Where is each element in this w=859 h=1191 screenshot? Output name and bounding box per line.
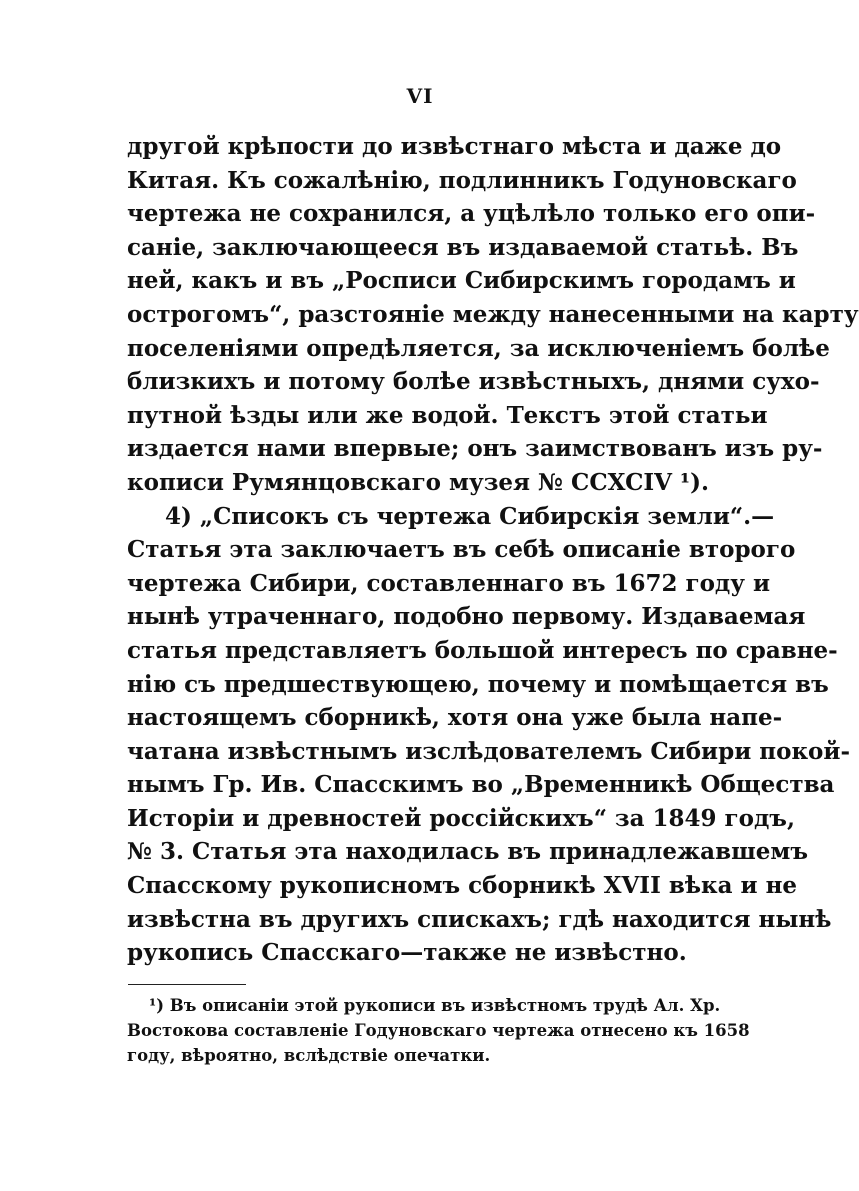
text-line: близкихъ и потому болѣе извѣстныхъ, днями сухо- [127, 368, 820, 396]
text-line: настоящемъ сборникѣ, хотя она уже была напе- [127, 704, 783, 732]
text-line: нію съ предшествующею, почему и помѣщается въ [127, 670, 829, 698]
text-line: острогомъ“, разстояніе между нанесенными на карту [127, 300, 859, 328]
text-line: ней, какъ и въ „Росписи Сибирскимъ городамъ и [127, 267, 796, 295]
footnotes [127, 993, 750, 1068]
text-line: кописи Румянцовскаго музея № CCXCIV ¹). [127, 468, 709, 496]
footnote-line: Востокова составленіе Годуновскаго чертежа отнесено къ 1658 [127, 1021, 750, 1040]
text-line: рукопись Спасскаго—также не извѣстно. [127, 939, 687, 967]
text-line: Спасскому рукописномъ сборникѣ XVII вѣка и не [127, 872, 798, 900]
text-line: Статья эта заключаетъ въ себѣ описаніе второго [127, 536, 796, 564]
text-line: нымъ Гр. Ив. Спасскимъ во „Временникѣ Общества [127, 771, 835, 799]
text-line: статья представляетъ большой интересъ по сравне- [127, 636, 838, 664]
footnote-line: году, вѣроятно, вслѣдствіе опечатки. [127, 1046, 491, 1065]
text-line: поселеніями опредѣляется, за исключеніемъ болѣе [127, 334, 830, 362]
text-line: № 3. Статья эта находилась въ принадлежавшемъ [127, 838, 809, 866]
text-line: издается нами впервые; онъ заимствованъ изъ ру- [127, 435, 823, 463]
text-line: саніе, заключающееся въ издаваемой статьѣ. Въ [127, 233, 799, 261]
text-line: чатана извѣстнымъ изслѣдователемъ Сибири покой- [127, 737, 850, 765]
text-line: Китая. Къ сожалѣнію, подлинникъ Годуновскаго [127, 166, 797, 194]
footnote-divider [128, 984, 246, 985]
footnote-line: ¹) Въ описаніи этой рукописи въ извѣстномъ трудѣ Ал. Хр. [149, 996, 721, 1015]
text-line: чертежа не сохранился, а уцѣлѣло только его опи- [127, 200, 816, 228]
text-line: другой крѣпости до извѣстнаго мѣста и даже до [127, 133, 782, 160]
paragraph-start-line: 4) „Списокъ съ чертежа Сибирскія земли“.— [165, 502, 775, 530]
text-line: извѣстна въ другихъ спискахъ; гдѣ находится нынѣ [127, 905, 832, 933]
text-line: путной ѣзды или же водой. Текстъ этой статьи [127, 401, 768, 429]
text-line: Исторіи и древностей россійскихъ“ за 1849 годъ, [127, 804, 795, 832]
page-number: VI [406, 84, 434, 108]
text-line: чертежа Сибири, составленнаго въ 1672 году и [127, 569, 771, 597]
text-line: нынѣ утраченнаго, подобно первому. Издаваемая [127, 603, 806, 631]
body-text [127, 130, 859, 970]
